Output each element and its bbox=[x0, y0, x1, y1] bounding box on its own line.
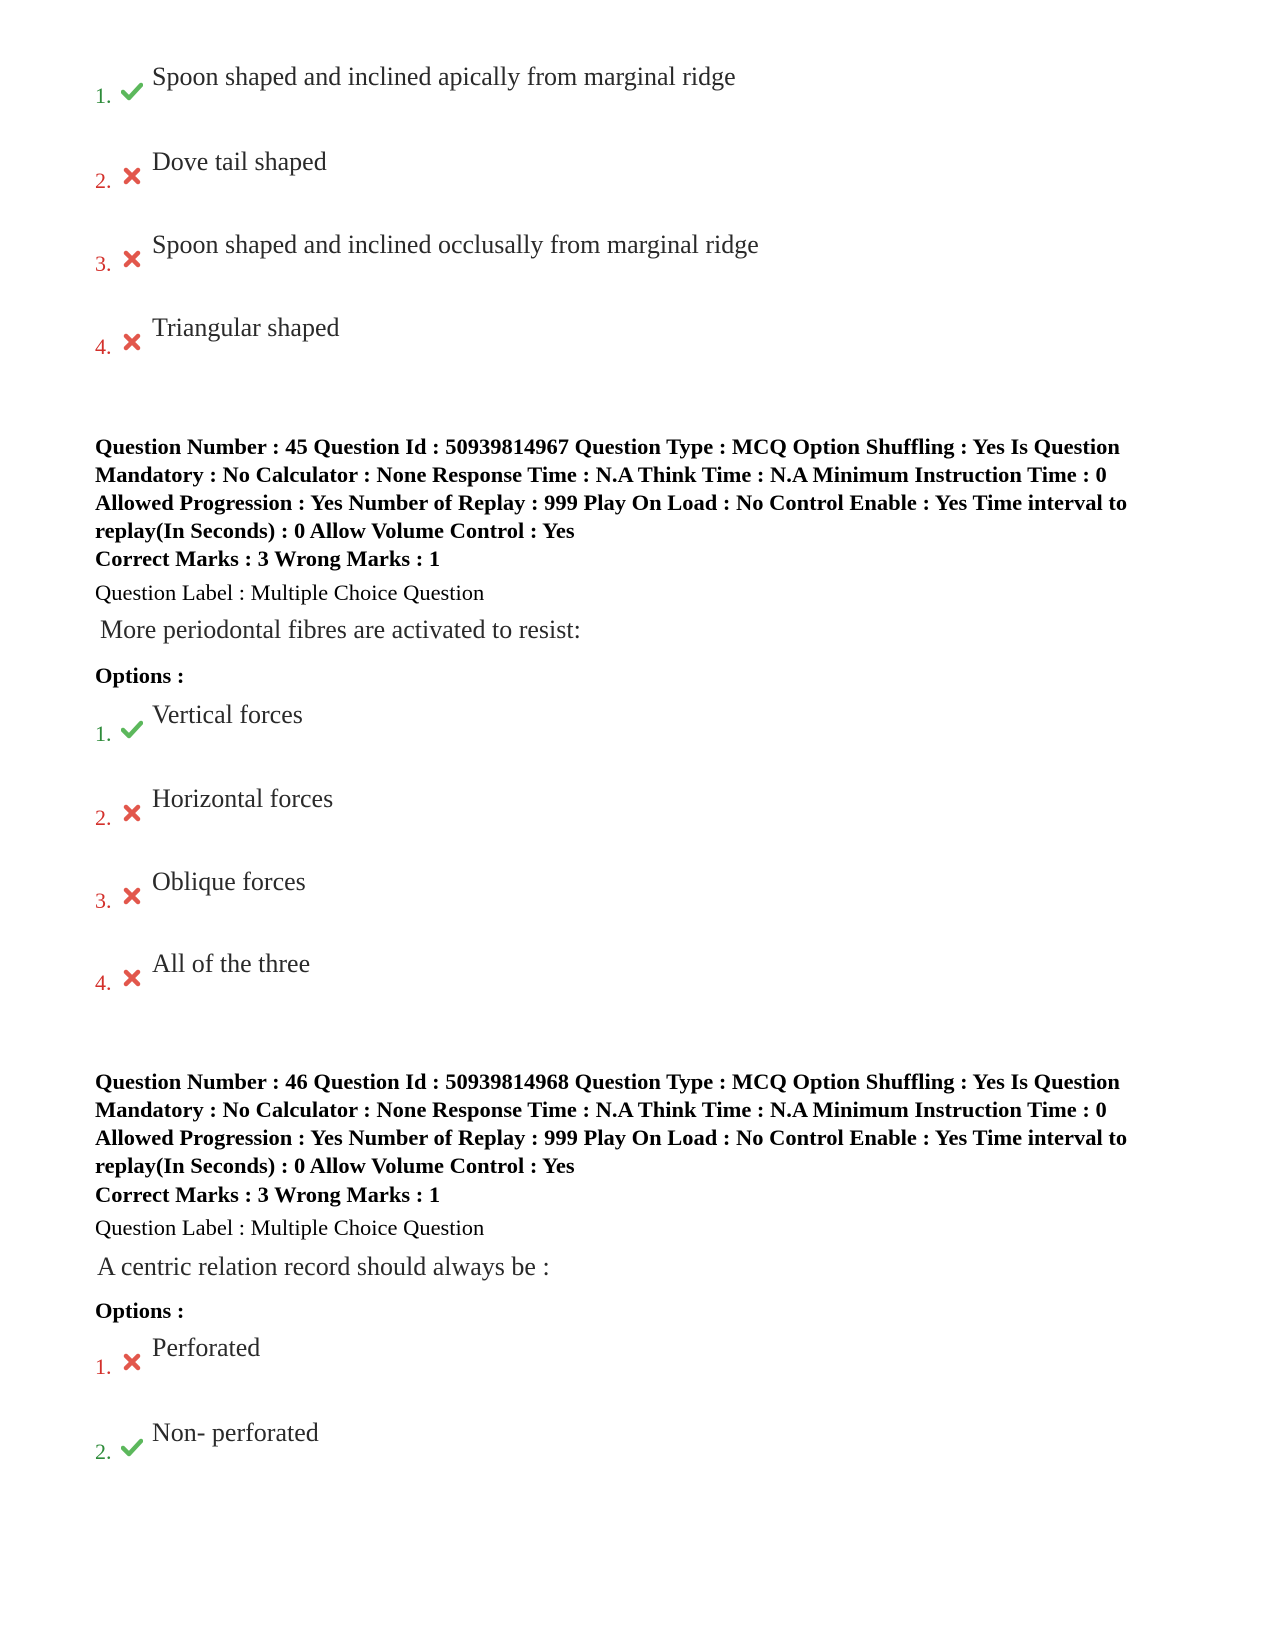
option-text: Triangular shaped bbox=[152, 313, 340, 342]
option-number: 2. bbox=[95, 805, 112, 830]
option-text: All of the three bbox=[152, 949, 311, 978]
option-number: 1. bbox=[95, 1354, 112, 1379]
option-text: Spoon shaped and inclined apically from marginal ridge bbox=[152, 62, 736, 91]
option-text: Spoon shaped and inclined occlusally from marginal ridge bbox=[152, 230, 759, 259]
cross-icon bbox=[121, 1351, 143, 1373]
option-number: 2. bbox=[95, 168, 112, 193]
question-marks: Correct Marks : 3 Wrong Marks : 1 bbox=[95, 1182, 441, 1207]
cross-icon bbox=[121, 248, 143, 270]
option-number: 4. bbox=[95, 334, 112, 359]
question-text: A centric relation record should always be : bbox=[97, 1252, 550, 1281]
question-text: More periodontal fibres are activated to resist: bbox=[100, 615, 581, 644]
option-text: Oblique forces bbox=[152, 867, 306, 896]
option-text: Non- perforated bbox=[152, 1418, 319, 1447]
cross-icon bbox=[121, 165, 143, 187]
cross-icon bbox=[121, 885, 143, 907]
option-number: 1. bbox=[95, 83, 112, 108]
question-label: Question Label : Multiple Choice Question bbox=[95, 1215, 485, 1240]
option-text: Perforated bbox=[152, 1333, 261, 1362]
question-label: Question Label : Multiple Choice Question bbox=[95, 580, 485, 605]
option-number: 3. bbox=[95, 888, 112, 913]
option-number: 1. bbox=[95, 721, 112, 746]
option-number: 3. bbox=[95, 251, 112, 276]
option-text: Dove tail shaped bbox=[152, 147, 327, 176]
option-number: 4. bbox=[95, 970, 112, 995]
question-marks: Correct Marks : 3 Wrong Marks : 1 bbox=[95, 546, 441, 571]
options-heading: Options : bbox=[95, 1298, 185, 1323]
option-text: Vertical forces bbox=[152, 700, 303, 729]
question-meta: Question Number : 46 Question Id : 50939814968 Question Type : MCQ Option Shuffling : Yes Is Question Mandatory : No Calculator : None Response Time : N.A Think Time : N.A Minimum Instruction Time : 0 Allowed Progression : Yes Number of Replay : 999 Play On Load : No Control Enable : Yes Time interval to replay(In Seconds) : 0 Allow Volume Control : Yes bbox=[95, 1069, 1128, 1178]
check-icon bbox=[121, 1436, 143, 1458]
check-icon bbox=[121, 80, 143, 102]
option-number: 2. bbox=[95, 1439, 112, 1464]
cross-icon bbox=[121, 331, 143, 353]
cross-icon bbox=[121, 967, 143, 989]
question-meta: Question Number : 45 Question Id : 50939814967 Question Type : MCQ Option Shuffling : Yes Is Question Mandatory : No Calculator : None Response Time : N.A Think Time : N.A Minimum Instruction Time : 0 Allowed Progression : Yes Number of Replay : 999 Play On Load : No Control Enable : Yes Time interval to replay(In Seconds) : 0 Allow Volume Control : Yes bbox=[95, 434, 1128, 543]
option-text: Horizontal forces bbox=[152, 784, 334, 813]
options-heading: Options : bbox=[95, 663, 185, 688]
check-icon bbox=[121, 718, 143, 740]
cross-icon bbox=[121, 802, 143, 824]
